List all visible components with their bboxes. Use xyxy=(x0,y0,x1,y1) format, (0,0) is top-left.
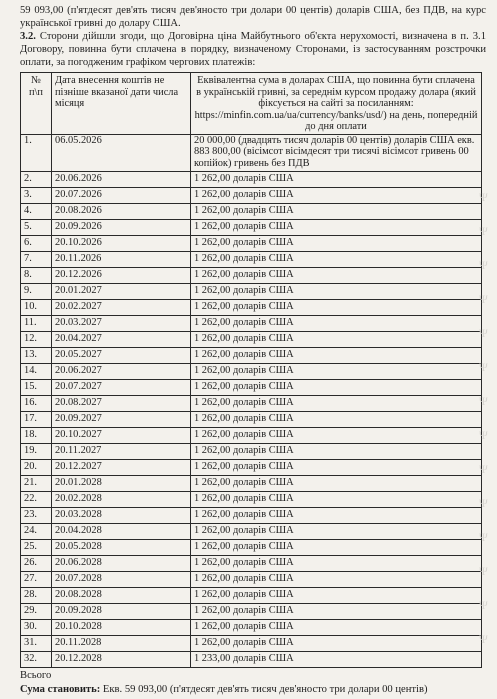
cell-num: 5. xyxy=(21,219,52,235)
trident-icon: Ψ xyxy=(479,496,488,510)
trident-icon: Ψ xyxy=(479,360,488,374)
sum-label: Сума становить: xyxy=(20,683,101,695)
cell-amount: 1 262,00 доларів США xyxy=(191,235,482,251)
cell-date: 20.12.2026 xyxy=(52,267,191,283)
cell-amount: 1 262,00 доларів США xyxy=(191,523,482,539)
table-row xyxy=(21,651,482,667)
cell-date: 20.02.2027 xyxy=(52,299,191,315)
cell-date: 20.06.2026 xyxy=(52,171,191,187)
clause-number: 3.2. xyxy=(20,31,36,42)
table-row xyxy=(21,315,482,331)
trident-icon: Ψ xyxy=(479,292,488,306)
cell-amount: 1 262,00 доларів США xyxy=(191,251,482,267)
cell-date: 20.11.2028 xyxy=(52,635,191,651)
sum-text: Екв. 59 093,00 (п'ятдесят дев'ять тисяч дев'яносто три долари 00 центів) xyxy=(100,683,428,695)
cell-amount: 1 262,00 доларів США xyxy=(191,395,482,411)
cell-num: 29. xyxy=(21,603,52,619)
cell-num: 13. xyxy=(21,347,52,363)
cell-date: 20.11.2027 xyxy=(52,443,191,459)
cell-amount: 1 262,00 доларів США xyxy=(191,411,482,427)
cell-date: 20.11.2026 xyxy=(52,251,191,267)
cell-num: 10. xyxy=(21,299,52,315)
table-row xyxy=(21,523,482,539)
cell-date: 20.06.2028 xyxy=(52,555,191,571)
cell-date: 20.01.2028 xyxy=(52,475,191,491)
cell-num: 2. xyxy=(21,171,52,187)
table-row xyxy=(21,603,482,619)
table-row xyxy=(21,331,482,347)
trident-icon: Ψ xyxy=(479,564,488,578)
total-sum xyxy=(20,683,486,696)
total-label: Всього xyxy=(20,669,52,681)
cell-date: 20.01.2027 xyxy=(52,283,191,299)
cell-num: 32. xyxy=(21,651,52,667)
cell-amount: 1 262,00 доларів США xyxy=(191,283,482,299)
cell-num: 8. xyxy=(21,267,52,283)
table-row xyxy=(21,635,482,651)
table-row xyxy=(21,491,482,507)
cell-date: 20.08.2028 xyxy=(52,587,191,603)
trident-icon: Ψ xyxy=(479,632,488,646)
cell-date: 20.07.2026 xyxy=(52,187,191,203)
trident-icon: Ψ xyxy=(479,598,488,612)
cell-amount: 1 262,00 доларів США xyxy=(191,347,482,363)
cell-amount: 1 262,00 доларів США xyxy=(191,443,482,459)
cell-date: 20.10.2028 xyxy=(52,619,191,635)
table-row xyxy=(21,203,482,219)
table-row xyxy=(21,411,482,427)
table-row xyxy=(21,219,482,235)
cell-num: 3. xyxy=(21,187,52,203)
cell-date: 20.12.2027 xyxy=(52,459,191,475)
header-amount: Еквівалентна сума в доларах США, що повинна бути сплачена в українській гривні, за середнім курсом продажу долара (який фіксується на сайті за посиланням: https://minfin.com.ua/ua/currency/banks/usd/) на день, попередній до дня оплати xyxy=(191,73,482,135)
table-row xyxy=(21,555,482,571)
cell-num: 18. xyxy=(21,427,52,443)
cell-amount: 1 262,00 доларів США xyxy=(191,475,482,491)
cell-num: 27. xyxy=(21,571,52,587)
cell-amount: 1 262,00 доларів США xyxy=(191,363,482,379)
clause-paragraph xyxy=(20,30,486,69)
cell-date: 20.03.2027 xyxy=(52,315,191,331)
table-row xyxy=(21,571,482,587)
trident-icon: Ψ xyxy=(479,326,488,340)
cell-num: 4. xyxy=(21,203,52,219)
cell-date: 20.09.2026 xyxy=(52,219,191,235)
table-row xyxy=(21,235,482,251)
cell-date: 20.09.2028 xyxy=(52,603,191,619)
table-body xyxy=(21,134,482,667)
cell-amount: 1 262,00 доларів США xyxy=(191,571,482,587)
cell-amount: 1 262,00 доларів США xyxy=(191,587,482,603)
trident-icon: Ψ xyxy=(479,190,488,204)
cell-num: 20. xyxy=(21,459,52,475)
trident-icon: Ψ xyxy=(479,394,488,408)
table-row xyxy=(21,539,482,555)
cell-amount: 1 262,00 доларів США xyxy=(191,331,482,347)
table-row xyxy=(21,171,482,187)
cell-num: 24. xyxy=(21,523,52,539)
cell-amount: 1 262,00 доларів США xyxy=(191,555,482,571)
cell-date: 06.05.2026 xyxy=(52,134,191,171)
header-num: № п\п xyxy=(21,73,52,135)
trident-icon: Ψ xyxy=(479,462,488,476)
cell-date: 20.08.2026 xyxy=(52,203,191,219)
cell-amount: 1 262,00 доларів США xyxy=(191,187,482,203)
table-row xyxy=(21,475,482,491)
trident-icon: Ψ xyxy=(479,428,488,442)
table-row xyxy=(21,459,482,475)
cell-date: 20.09.2027 xyxy=(52,411,191,427)
cell-amount: 1 262,00 доларів США xyxy=(191,427,482,443)
table-row xyxy=(21,363,482,379)
cell-num: 31. xyxy=(21,635,52,651)
trident-icon: Ψ xyxy=(479,258,488,272)
cell-num: 19. xyxy=(21,443,52,459)
cell-num: 17. xyxy=(21,411,52,427)
table-row xyxy=(21,283,482,299)
cell-amount: 1 262,00 доларів США xyxy=(191,267,482,283)
intro-paragraph: 59 093,00 (п'ятдесят дев'ять тисяч дев'яносто три долари 00 центів) доларів США, без ПДВ, на курс української гривні до долару США. xyxy=(20,5,486,29)
cell-amount: 1 262,00 доларів США xyxy=(191,299,482,315)
cell-date: 20.04.2028 xyxy=(52,523,191,539)
cell-num: 30. xyxy=(21,619,52,635)
cell-date: 20.12.2028 xyxy=(52,651,191,667)
cell-amount: 1 262,00 доларів США xyxy=(191,379,482,395)
cell-num: 21. xyxy=(21,475,52,491)
cell-date: 20.07.2027 xyxy=(52,379,191,395)
table-row xyxy=(21,187,482,203)
cell-amount: 1 262,00 доларів США xyxy=(191,539,482,555)
table-header-row xyxy=(21,73,482,135)
table-row xyxy=(21,587,482,603)
table-row xyxy=(21,379,482,395)
cell-amount: 1 262,00 доларів США xyxy=(191,619,482,635)
cell-num: 28. xyxy=(21,587,52,603)
table-row xyxy=(21,251,482,267)
cell-amount: 1 262,00 доларів США xyxy=(191,603,482,619)
cell-date: 20.10.2026 xyxy=(52,235,191,251)
cell-amount: 1 262,00 доларів США xyxy=(191,507,482,523)
cell-amount: 20 000,00 (двадцять тисяч доларів 00 центів) доларів США екв. 883 800,00 (вісімсот вісімдесят три тисячі вісімсот гривень 00 копійок) гривень без ПДВ xyxy=(191,134,482,171)
clause-text: Сторони дійшли згоди, що Договірна ціна Майбутнього об'єкта нерухомості, визначена в п. 3.1 Договору, повинна бути сплачена в порядку, визначеному Сторонами, із застосуванням розстрочки оплати, за погодженим графіком чергових платежів: xyxy=(20,31,486,68)
cell-date: 20.03.2028 xyxy=(52,507,191,523)
document-page xyxy=(20,4,486,696)
table-row xyxy=(21,427,482,443)
cell-date: 20.07.2028 xyxy=(52,571,191,587)
cell-num: 11. xyxy=(21,315,52,331)
cell-date: 20.06.2027 xyxy=(52,363,191,379)
table-row xyxy=(21,299,482,315)
cell-date: 20.10.2027 xyxy=(52,427,191,443)
cell-num: 16. xyxy=(21,395,52,411)
table-row xyxy=(21,134,482,171)
cell-amount: 1 262,00 доларів США xyxy=(191,203,482,219)
cell-amount: 1 262,00 доларів США xyxy=(191,459,482,475)
cell-date: 20.08.2027 xyxy=(52,395,191,411)
cell-num: 22. xyxy=(21,491,52,507)
cell-amount: 1 262,00 доларів США xyxy=(191,315,482,331)
cell-num: 7. xyxy=(21,251,52,267)
payment-schedule-table xyxy=(20,72,482,668)
cell-amount: 1 262,00 доларів США xyxy=(191,491,482,507)
table-row xyxy=(21,507,482,523)
cell-num: 15. xyxy=(21,379,52,395)
cell-date: 20.05.2028 xyxy=(52,539,191,555)
header-date: Дата внесення коштів не пізніше вказаної дати числа місяця xyxy=(52,73,191,135)
cell-amount: 1 262,00 доларів США xyxy=(191,635,482,651)
cell-num: 12. xyxy=(21,331,52,347)
cell-num: 14. xyxy=(21,363,52,379)
cell-num: 9. xyxy=(21,283,52,299)
cell-amount: 1 233,00 доларів США xyxy=(191,651,482,667)
cell-date: 20.02.2028 xyxy=(52,491,191,507)
cell-amount: 1 262,00 доларів США xyxy=(191,171,482,187)
cell-amount: 1 262,00 доларів США xyxy=(191,219,482,235)
cell-date: 20.05.2027 xyxy=(52,347,191,363)
cell-num: 26. xyxy=(21,555,52,571)
cell-date: 20.04.2027 xyxy=(52,331,191,347)
table-row xyxy=(21,267,482,283)
cell-num: 25. xyxy=(21,539,52,555)
table-row xyxy=(21,395,482,411)
trident-icon: Ψ xyxy=(479,224,488,238)
table-row xyxy=(21,347,482,363)
table-row xyxy=(21,619,482,635)
cell-num: 1. xyxy=(21,134,52,171)
trident-icon: Ψ xyxy=(479,530,488,544)
cell-num: 6. xyxy=(21,235,52,251)
cell-num: 23. xyxy=(21,507,52,523)
table-row xyxy=(21,443,482,459)
